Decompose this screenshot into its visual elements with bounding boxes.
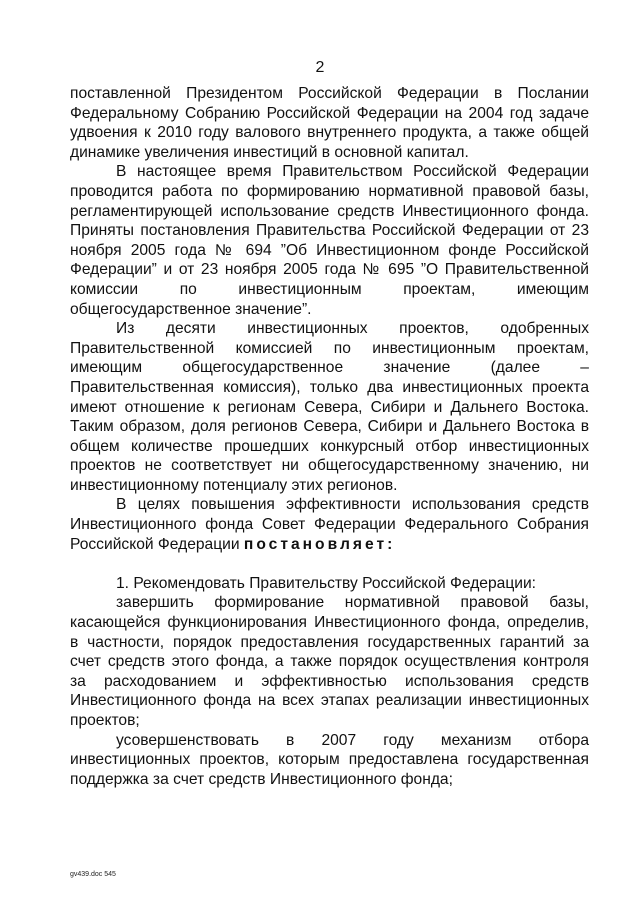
recommendation-item-complete-framework: завершить формирование нормативной правовой базы, касающейся функционирования Инвестиционного фонда, определив, в частности, порядок предоставления государственных гарантий за счет средств этого фонда, а также порядок осуществления контроля за расходованием и эффективностью использования средств Инвестиционного фонда на всех этапах реализации инвестиционных проектов;	[70, 594, 589, 729]
paragraph-projects: Из десяти инвестиционных проектов, одобренных Правительственной комиссией по инвестиционным проектам, имеющим общегосударственное значение (далее – Правительственная комиссия), только два инвестиционных проекта имеют отношение к регионам Севера, Сибири и Дальнего Востока. Таким образом, доля регионов Севера, Сибири и Дальнего Востока в общем количестве прошедших конкурсный отбор инвестиционных проектов не соответствует ни общегосударственному значению, ни инвестиционному потенциалу этих регионов.	[70, 320, 589, 494]
resolution-colon: :	[387, 535, 396, 553]
resolution-keyword: постановляет	[243, 535, 388, 553]
paragraph-resolution-intro	[70, 495, 589, 554]
page-number: 2	[315, 59, 325, 76]
paragraph-regulatory-base: В настоящее время Правительством Российской Федерации проводится работа по формированию нормативной правовой базы, регламентирующей использование средств Инвестиционного фонда. Приняты постановления Правительства Российской Федерации от 23 ноября 2005 года № 694 ”Об Инвестиционном фонде Российской Федерации” и от 23 ноября 2005 года № 695 ”О Правительственной комиссии по инвестиционным проектам, имеющим общегосударственное значение”.	[70, 163, 589, 318]
recommendation-heading: 1. Рекомендовать Правительству Российской Федерации:	[116, 574, 537, 592]
document-body	[70, 84, 589, 789]
recommendation-item-improve-selection: усовершенствовать в 2007 году механизм отбора инвестиционных проектов, которым предоставлена государственная поддержка за счет средств Инвестиционного фонда;	[70, 731, 589, 788]
paragraph-continuation: поставленной Президентом Российской Федерации в Послании Федеральному Собранию Российской Федерации на 2004 год задаче удвоения к 2010 году валового внутреннего продукта, а также общей динамике увеличения инвестиций в основной капитал.	[70, 85, 589, 161]
document-footer-id: gv439.doc 545	[70, 871, 116, 878]
resolution-intro-text: В целях повышения эффективности использования средств Инвестиционного фонда Совет Федерации Федерального Собрания Российской Федерации	[70, 496, 589, 553]
